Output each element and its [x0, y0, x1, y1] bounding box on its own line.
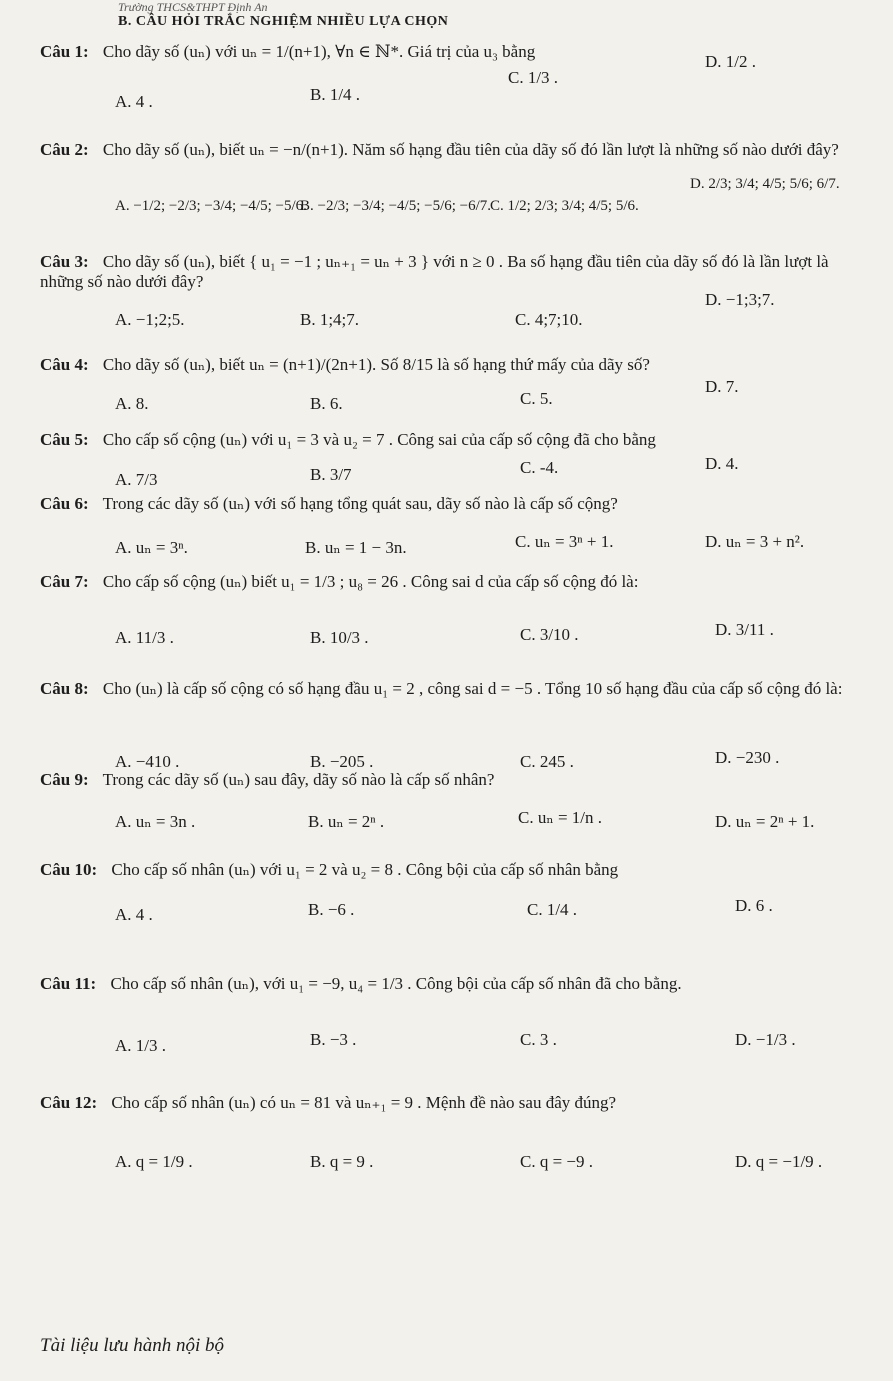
q10-option-a[interactable]: A. 4 . — [115, 905, 153, 924]
q5-option-a[interactable]: A. 7/3 — [115, 470, 158, 489]
school-name: Trường THCS&THPT Định An — [118, 0, 268, 14]
q10-option-d[interactable]: D. 6 . — [735, 896, 773, 915]
question-text: Trong các dãy số (uₙ) sau đây, dãy số nào là cấp số nhân? — [102, 770, 495, 789]
q11-option-b[interactable]: B. −3 . — [310, 1030, 357, 1049]
question-1 — [40, 42, 883, 62]
q5-option-d[interactable]: D. 4. — [705, 454, 739, 473]
question-9 — [40, 768, 883, 790]
q3-option-c[interactable]: C. 4;7;10. — [515, 310, 583, 329]
question-11 — [40, 974, 883, 994]
q3-option-b[interactable]: B. 1;4;7. — [300, 310, 360, 329]
q6-option-b[interactable]: B. uₙ = 1 − 3n. — [305, 538, 407, 557]
q1-option-b[interactable]: B. 1/4 . — [310, 85, 361, 104]
question-text: Cho (uₙ) là cấp số cộng có số hạng đầu u₁ = 2 , công sai d = −5 . Tổng 10 số hạng đầu của cấp số cộng đó là: — [102, 679, 843, 698]
q9-option-c[interactable]: C. uₙ = 1/n . — [518, 808, 603, 827]
q11-option-c[interactable]: C. 3 . — [520, 1030, 557, 1049]
question-label: Câu 8: — [40, 679, 89, 698]
q11-option-d[interactable]: D. −1/3 . — [735, 1030, 796, 1049]
question-4 — [40, 355, 883, 375]
question-6 — [40, 494, 883, 514]
question-5 — [40, 430, 883, 450]
q7-option-a[interactable]: A. 11/3 . — [115, 628, 174, 647]
question-12 — [40, 1093, 883, 1113]
footer-note: Tài liệu lưu hành nội bộ — [40, 1335, 225, 1356]
question-text: Cho cấp số nhân (uₙ), với u₁ = −9, u₄ = 1/3 . Công bội của cấp số nhân đã cho bằng. — [110, 974, 682, 993]
q3-option-d[interactable]: D. −1;3;7. — [705, 290, 775, 309]
question-text: Cho cấp số cộng (uₙ) với u₁ = 3 và u₂ = 7 . Công sai của cấp số cộng đã cho bằng — [102, 430, 656, 449]
question-3 — [40, 252, 860, 291]
question-text: Cho dãy số (uₙ), biết uₙ = −n/(n+1). Năm số hạng đầu tiên của dãy số đó lần lượt là những số nào dưới đây? — [102, 140, 839, 159]
question-10 — [40, 860, 883, 880]
q12-option-a[interactable]: A. q = 1/9 . — [115, 1152, 193, 1171]
q9-option-b[interactable]: B. uₙ = 2ⁿ . — [308, 812, 385, 831]
question-label: Câu 5: — [40, 430, 89, 449]
q12-option-d[interactable]: D. q = −1/9 . — [735, 1152, 823, 1171]
q5-option-c[interactable]: C. -4. — [520, 458, 559, 477]
q10-option-b[interactable]: B. −6 . — [308, 900, 355, 919]
q6-option-d[interactable]: D. uₙ = 3 + n². — [705, 532, 805, 551]
q2-option-a[interactable]: A. −1/2; −2/3; −3/4; −4/5; −5/6. — [115, 198, 307, 214]
question-label: Câu 9: — [40, 770, 89, 789]
question-label: Câu 1: — [40, 42, 89, 61]
q4-option-d[interactable]: D. 7. — [705, 377, 739, 396]
question-label: Câu 7: — [40, 572, 89, 591]
q3-option-a[interactable]: A. −1;2;5. — [115, 310, 185, 329]
q4-option-c[interactable]: C. 5. — [520, 389, 553, 408]
q2-option-b[interactable]: B. −2/3; −3/4; −4/5; −5/6; −6/7. — [300, 198, 492, 214]
question-2 — [40, 140, 860, 160]
question-label: Câu 6: — [40, 494, 89, 513]
question-label: Câu 12: — [40, 1093, 98, 1112]
q4-option-b[interactable]: B. 6. — [310, 394, 343, 413]
q1-option-d[interactable]: D. 1/2 . — [705, 52, 756, 71]
q8-option-a[interactable]: A. −410 . — [115, 752, 180, 771]
q6-option-a[interactable]: A. uₙ = 3ⁿ. — [115, 538, 188, 557]
q8-option-c[interactable]: C. 245 . — [520, 752, 574, 771]
q10-option-c[interactable]: C. 1/4 . — [527, 900, 578, 919]
question-text: Cho cấp số cộng (uₙ) biết u₁ = 1/3 ; u₈ = 26 . Công sai d của cấp số cộng đó là: — [102, 572, 639, 591]
q8-option-b[interactable]: B. −205 . — [310, 752, 374, 771]
question-8 — [40, 679, 870, 699]
q12-option-c[interactable]: C. q = −9 . — [520, 1152, 594, 1171]
question-text: Cho dãy số (uₙ), biết uₙ = (n+1)/(2n+1). Số 8/15 là số hạng thứ mấy của dãy số? — [102, 355, 650, 374]
question-label: Câu 3: — [40, 252, 89, 271]
q12-option-b[interactable]: B. q = 9 . — [310, 1152, 374, 1171]
q5-option-b[interactable]: B. 3/7 — [310, 465, 352, 484]
q1-option-a[interactable]: A. 4 . — [115, 92, 153, 111]
question-label: Câu 2: — [40, 140, 89, 159]
q7-option-d[interactable]: D. 3/11 . — [715, 620, 774, 639]
q9-option-a[interactable]: A. uₙ = 3n . — [115, 812, 196, 831]
section-title: B. CÂU HỎI TRẮC NGHIỆM NHIỀU LỰA CHỌN — [118, 14, 449, 29]
question-label: Câu 10: — [40, 860, 98, 879]
question-text: Cho dãy số (uₙ), biết { u₁ = −1 ; uₙ₊₁ = uₙ + 3 } với n ≥ 0 . Ba số hạng đầu tiên của dãy số đó là lần lượt là những số nào dưới đây? — [40, 252, 829, 291]
question-text: Cho cấp số nhân (uₙ) với u₁ = 2 và u₂ = 8 . Công bội của cấp số nhân bằng — [111, 860, 619, 879]
question-label: Câu 4: — [40, 355, 89, 374]
q1-option-c[interactable]: C. 1/3 . — [508, 68, 559, 87]
question-text: Trong các dãy số (uₙ) với số hạng tổng quát sau, dãy số nào là cấp số cộng? — [102, 494, 618, 513]
q7-option-c[interactable]: C. 3/10 . — [520, 625, 579, 644]
q6-option-c[interactable]: C. uₙ = 3ⁿ + 1. — [515, 532, 614, 551]
question-text: Cho cấp số nhân (uₙ) có uₙ = 81 và uₙ₊₁ = 9 . Mệnh đề nào sau đây đúng? — [111, 1093, 617, 1112]
q9-option-d[interactable]: D. uₙ = 2ⁿ + 1. — [715, 812, 815, 831]
question-7 — [40, 572, 883, 592]
q2-option-c[interactable]: C. 1/2; 2/3; 3/4; 4/5; 5/6. — [490, 198, 639, 214]
q11-option-a[interactable]: A. 1/3 . — [115, 1036, 166, 1055]
q2-option-d[interactable]: D. 2/3; 3/4; 4/5; 5/6; 6/7. — [690, 176, 840, 192]
question-label: Câu 11: — [40, 974, 97, 993]
question-text: Cho dãy số (uₙ) với uₙ = 1/(n+1), ∀n ∈ ℕ*. Giá trị của u₃ bằng — [102, 42, 536, 61]
q4-option-a[interactable]: A. 8. — [115, 394, 149, 413]
q8-option-d[interactable]: D. −230 . — [715, 748, 780, 767]
q7-option-b[interactable]: B. 10/3 . — [310, 628, 369, 647]
